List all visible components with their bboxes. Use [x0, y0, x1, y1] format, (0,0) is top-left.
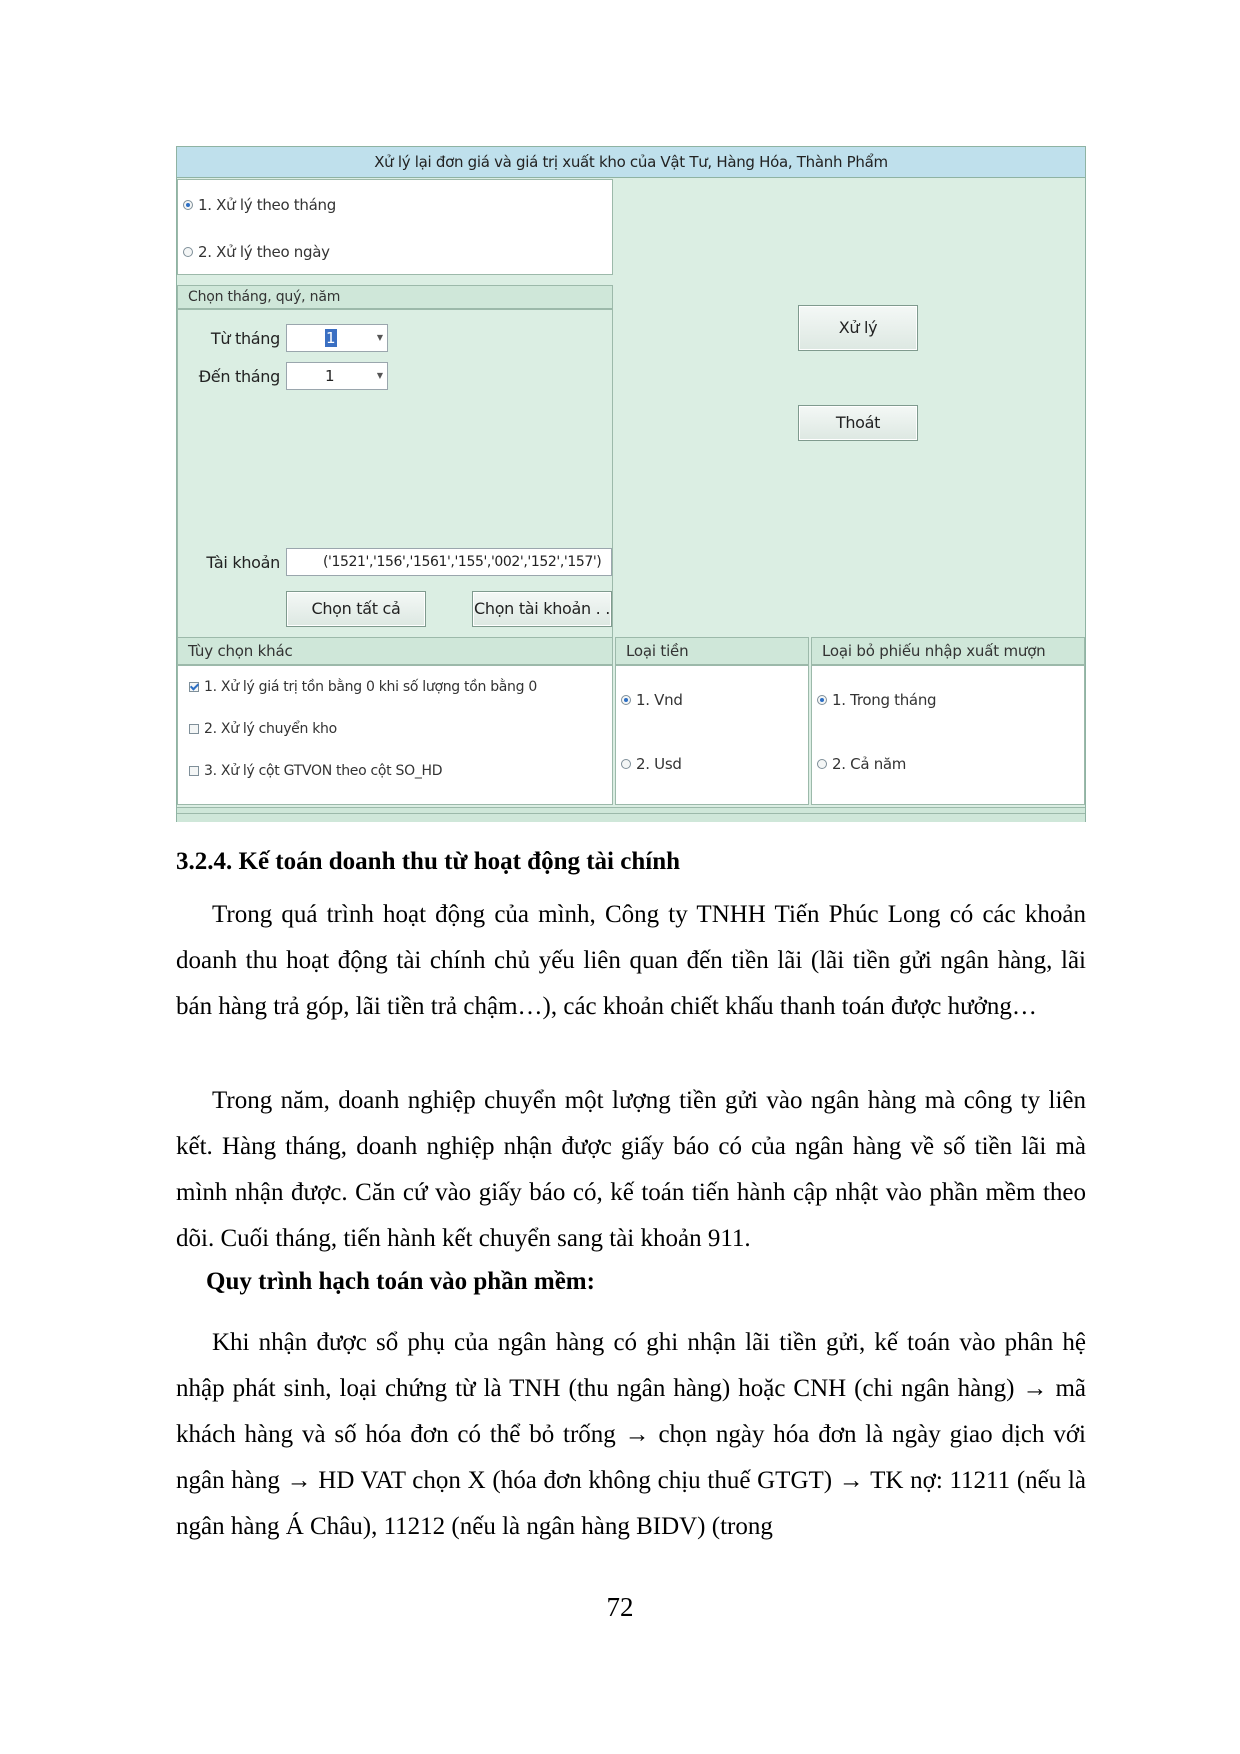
dialog-bottom-strip — [177, 807, 1085, 822]
chevron-down-icon[interactable]: ▼ — [376, 333, 384, 342]
account-label: Tài khoản — [206, 553, 280, 572]
subheading: Quy trình hạch toán vào phần mềm: — [206, 1268, 595, 1295]
select-all-button[interactable]: Chọn tất cả — [286, 591, 426, 627]
exclude-option-year-label: 2. Cả năm — [832, 755, 907, 773]
paragraph-1-text: Trong quá trình hoạt động của mình, Công ty TNHH Tiến Phúc Long có các khoản doanh thu hoạt động tài chính chủ yếu liên quan đến tiền lãi (lãi tiền gửi ngân hàng, lãi bán hàng trả góp, lãi tiền trả chậm…), các khoản chiết khấu thanh toán được hưởng… — [176, 901, 1086, 1020]
currency-option-vnd[interactable] — [621, 691, 683, 709]
period-group-panel — [177, 309, 613, 643]
paragraph-1 — [176, 892, 1086, 1030]
exclude-voucher-panel — [811, 665, 1085, 805]
currency-header: Loại tiền — [615, 637, 809, 665]
exit-button[interactable]: Thoát — [798, 405, 918, 441]
radio-icon — [817, 695, 827, 705]
mode-panel — [177, 179, 613, 275]
option-zero-balance-label: 1. Xử lý giá trị tồn bằng 0 khi số lượng tồn bằng 0 — [204, 679, 537, 695]
currency-panel — [615, 665, 809, 805]
option-transfer[interactable] — [189, 721, 337, 737]
section-heading: 3.2.4. Kế toán doanh thu từ hoạt động tài chính — [176, 848, 681, 875]
checkbox-icon — [189, 766, 199, 776]
chevron-down-icon[interactable]: ▼ — [376, 371, 384, 380]
to-month-label: Đến tháng — [198, 367, 280, 386]
period-group-header: Chọn tháng, quý, năm — [177, 285, 613, 309]
radio-icon — [183, 247, 193, 257]
option-gtvon-label: 3. Xử lý cột GTVON theo cột SO_HD — [204, 763, 443, 779]
option-transfer-label: 2. Xử lý chuyển kho — [204, 721, 337, 737]
from-month-value: 1 — [326, 329, 336, 347]
radio-icon — [817, 759, 827, 769]
mode-option-daily-label: 2. Xử lý theo ngày — [198, 243, 330, 261]
paragraph-2 — [176, 1078, 1086, 1262]
radio-icon — [183, 200, 193, 210]
checkbox-icon — [189, 724, 199, 734]
screenshot-dialog — [176, 146, 1086, 822]
other-options-panel — [177, 665, 613, 805]
exclude-option-month-label: 1. Trong tháng — [832, 691, 937, 709]
other-options-header: Tùy chọn khác — [177, 637, 613, 665]
mode-option-monthly-label: 1. Xử lý theo tháng — [198, 196, 336, 214]
page-number: 72 — [606, 1592, 634, 1622]
currency-option-vnd-label: 1. Vnd — [636, 691, 683, 709]
exclude-option-year[interactable] — [817, 755, 906, 773]
paragraph-2-text: Trong năm, doanh nghiệp chuyển một lượng tiền gửi vào ngân hàng mà công ty liên kết. Hàng tháng, doanh nghiệp nhận được giấy báo có của ngân hàng về số tiền lãi mà mình nhận được. Căn cứ vào giấy báo có, kế toán tiến hành cập nhật vào phần mềm theo dõi. Cuối tháng, tiến hành kết chuyển sang tài khoản 911. — [176, 1087, 1086, 1252]
from-month-combo[interactable] — [286, 324, 388, 352]
radio-icon — [621, 695, 631, 705]
option-gtvon[interactable] — [189, 763, 442, 779]
to-month-value: 1 — [325, 367, 335, 385]
mode-option-daily[interactable] — [183, 243, 330, 261]
currency-option-usd-label: 2. Usd — [636, 755, 682, 773]
select-account-button[interactable]: Chọn tài khoản . . — [472, 591, 612, 627]
process-button[interactable]: Xử lý — [798, 305, 918, 351]
checkbox-icon — [189, 682, 199, 692]
paragraph-3 — [176, 1320, 1086, 1550]
to-month-combo[interactable] — [286, 362, 388, 390]
from-month-label: Từ tháng — [210, 329, 280, 348]
exclude-option-month[interactable] — [817, 691, 936, 709]
paragraph-3-text: Khi nhận được sổ phụ của ngân hàng có ghi nhận lãi tiền gửi, kế toán vào phân hệ nhập phát sinh, loại chứng từ là TNH (thu ngân hàng) hoặc CNH (chi ngân hàng) → mã khách hàng và số hóa đơn có thể bỏ trống → chọn ngày hóa đơn là ngày giao dịch với ngân hàng → HD VAT chọn X (hóa đơn không chịu thuế GTGT) → TK nợ: 11211 (nếu là ngân hàng Á Châu), 11212 (nếu là ngân hàng BIDV) (trong — [176, 1329, 1086, 1540]
currency-option-usd[interactable] — [621, 755, 682, 773]
exclude-voucher-header: Loại bỏ phiếu nhập xuất mượn — [811, 637, 1085, 665]
account-input[interactable]: ('1521','156','1561','155','002','152','157') — [286, 548, 612, 576]
mode-option-monthly[interactable] — [183, 196, 336, 214]
radio-icon — [621, 759, 631, 769]
option-zero-balance[interactable] — [189, 679, 537, 695]
dialog-title: Xử lý lại đơn giá và giá trị xuất kho của Vật Tư, Hàng Hóa, Thành Phẩm — [177, 147, 1085, 178]
